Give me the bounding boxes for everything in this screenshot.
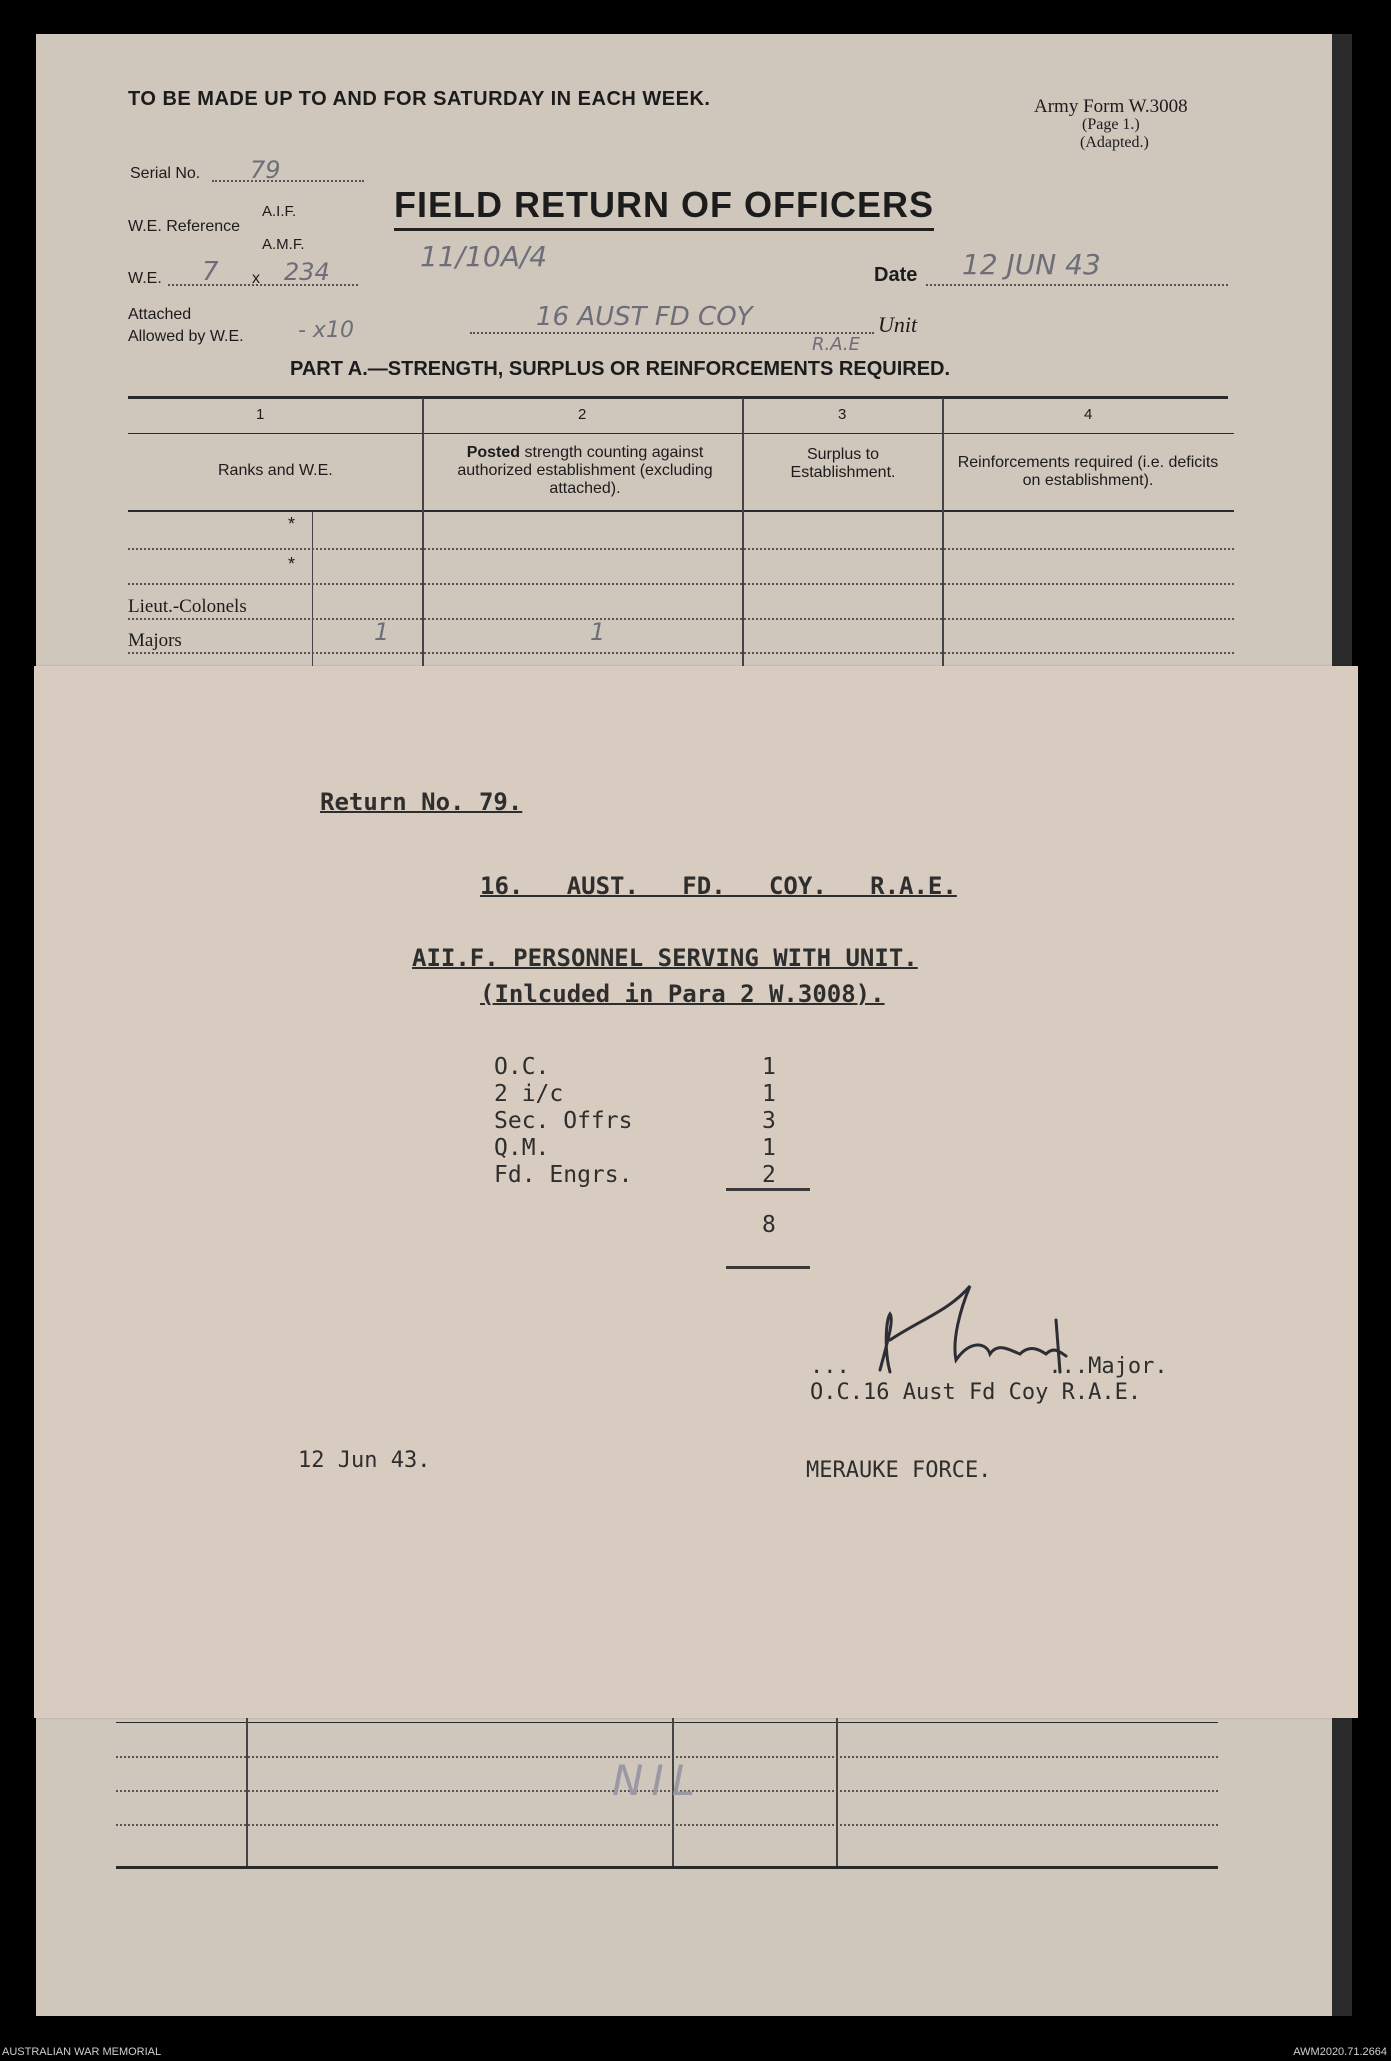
page-note: (Page 1.) [1082,116,1140,133]
col1-num: 1 [256,406,265,423]
majors-posted: 1 [590,618,606,646]
we-value-b: 234 [284,258,330,286]
we-reference-value: 11/10A/4 [420,240,548,273]
nil-entry: NIL [612,1756,704,1805]
serial-label: Serial No. [130,165,201,182]
col4-header: Reinforcements required (i.e. deficits on establishment). [957,454,1219,489]
list-item: Q.M. [494,1135,550,1161]
amf-label: A.M.F. [262,236,305,253]
list-item: O.C. [494,1054,550,1080]
memo-heading: Return No. 79. [320,788,523,816]
table-row: * [288,514,296,534]
allowed-label: Allowed by W.E. [128,328,244,345]
serial-value: 79 [250,156,281,184]
footer-left: AUSTRALIAN WAR MEMORIAL [2,2046,162,2058]
list-item-value: 3 [762,1108,776,1134]
unit-value: 16 AUST FD COY [536,302,753,332]
we-value-a: 7 [202,257,219,287]
part-a-heading: PART A.—STRENGTH, SURPLUS OR REINFORCEMENTS REQUIRED. [290,358,951,380]
personnel-total: 8 [762,1212,776,1238]
col1-header: Ranks and W.E. [218,462,333,479]
date-value: 12 JUN 43 [962,248,1101,281]
majors-we: 1 [374,618,390,646]
table-row: Majors [128,630,182,651]
form-id: Army Form W.3008 [1034,96,1188,117]
memo-unit: 16. AUST. FD. COY. R.A.E. [480,872,957,900]
form-instruction: TO BE MADE UP TO AND FOR SATURDAY IN EACH WEEK. [128,88,711,110]
col3-num: 3 [838,406,847,423]
footer-right: AWM2020.71.2664 [1293,2046,1387,2058]
personnel-counts [762,1054,776,1189]
list-item-value: 1 [762,1135,776,1161]
aif-label: A.I.F. [262,203,297,220]
attached-label: Attached [128,306,192,323]
table-row: Lieut.-Colonels [128,596,247,617]
signatory: O.C.16 Aust Fd Coy R.A.E. [810,1380,1142,1405]
unit-label: Unit [878,312,918,337]
list-item: Fd. Engrs. [494,1162,633,1188]
memo-subject-line2: (Inlcuded in Para 2 W.3008). [480,980,885,1008]
typed-memo-sheet [34,666,1358,1718]
list-item: Sec. Offrs [494,1108,633,1134]
memo-subject-line1: AII.F. PERSONNEL SERVING WITH UNIT. [412,944,918,972]
memo-date: 12 Jun 43. [298,1448,431,1473]
adapted-note: (Adapted.) [1080,134,1149,151]
we-label: W.E. [128,270,162,287]
signature-line: ... ...Major. [810,1354,1168,1379]
list-item: 2 i/c [494,1081,564,1107]
col4-num: 4 [1084,406,1093,423]
col2-header: Posted strength counting against authorized establishment (excluding attached). [457,444,713,497]
memo-location: MERAUKE FORCE. [806,1458,992,1483]
we-reference-label: W.E. Reference [128,218,241,235]
date-label: Date [874,264,918,286]
allowed-value: - x10 [298,318,354,343]
personnel-list [494,1054,632,1189]
table-row: * [288,554,296,574]
we-x: x [252,270,260,287]
col3-header: Surplus to Establishment. [790,446,896,481]
list-item-value: 2 [762,1162,776,1188]
list-item-value: 1 [762,1081,776,1107]
col2-num: 2 [578,406,587,423]
list-item-value: 1 [762,1054,776,1080]
unit-sub-value: R.A.E [812,334,860,355]
form-title: FIELD RETURN OF OFFICERS [394,184,934,231]
